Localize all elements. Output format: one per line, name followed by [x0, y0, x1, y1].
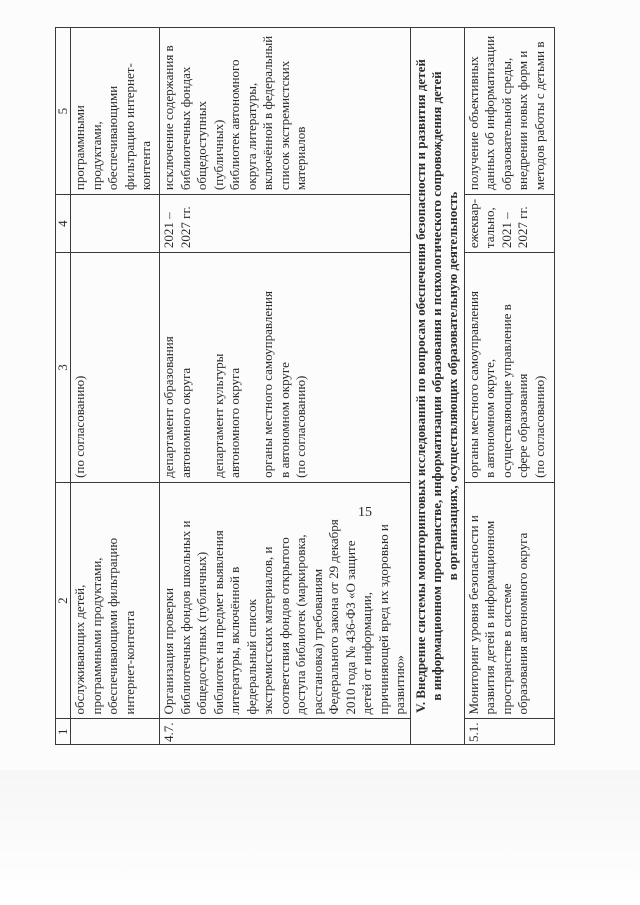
executor-cell: департамент образования автономного округа департамент культуры автономного округа органы местного самоуправления в автономном округе (по согласованию)	[160, 253, 411, 483]
row-number: 4.7.	[160, 719, 411, 745]
result-cell: получение объективных данных об информатизации образовательной среды, внедрении новых форм и методов работы с детьми в	[464, 28, 554, 195]
table-header-row	[56, 28, 71, 745]
table-row	[71, 28, 160, 745]
section-title: V. Внедрение системы мониторинговых исследований по вопросам обеспечения безопасности и развития детей в информационном пространстве, информатизации образования и психологического сопровождения детей в организациях, осуществляющих образовательную деятельность	[410, 28, 464, 745]
result-cell: исключение содержания в библиотечных фондах общедоступных (публичных) библиотек автономного округа литературы, включённой в федеральный список экстремистских материалов	[160, 28, 411, 195]
header-col-5: 5	[56, 28, 71, 195]
header-col-4: 4	[56, 195, 71, 253]
header-col-1: 1	[56, 719, 71, 745]
section-row	[410, 28, 464, 745]
plan-table	[55, 27, 555, 745]
result-cell: программными продуктами, обеспечивающими фильтрацию интернет- контента	[71, 28, 160, 195]
measure-cell: Мониторинг уровня безопасности и развития детей в информационном пространстве в системе образования автономного округа	[464, 482, 554, 719]
scan-margin	[0, 770, 640, 905]
executor-cell: (по согласованию)	[71, 253, 160, 483]
measure-cell: обслуживающих детей, программными продуктами, обеспечивающими фильтрацию интернет-контента	[71, 482, 160, 719]
table-row	[464, 28, 554, 745]
header-col-3: 3	[56, 253, 71, 483]
term-cell: ежеквар- тально, 2021 – 2027 гг.	[464, 195, 554, 253]
term-cell	[71, 195, 160, 253]
row-number: 5.1.	[464, 719, 554, 745]
executor-cell: органы местного самоуправления в автономном округе, осуществляющие управление в сфере образования (по согласованию)	[464, 253, 554, 483]
table-row	[160, 28, 411, 745]
term-cell: 2021 – 2027 гг.	[160, 195, 411, 253]
page-number: 15	[358, 505, 372, 520]
rotated-content	[55, 5, 585, 745]
row-number	[71, 719, 160, 745]
measure-cell: Организация проверки библиотечных фондов школьных и общедоступных (публичных) библиотек на предмет выявления литературы, включённой в федеральный список экстремистских материалов, и соответствия фондов открытого доступа библиотек (маркировка, расстановка) требованиям Федерального закона от 29 декабря 2010 года № 436-ФЗ «О защите детей от информации, причиняющей вред их здоровью и развитию»	[160, 482, 411, 719]
header-col-2: 2	[56, 482, 71, 719]
